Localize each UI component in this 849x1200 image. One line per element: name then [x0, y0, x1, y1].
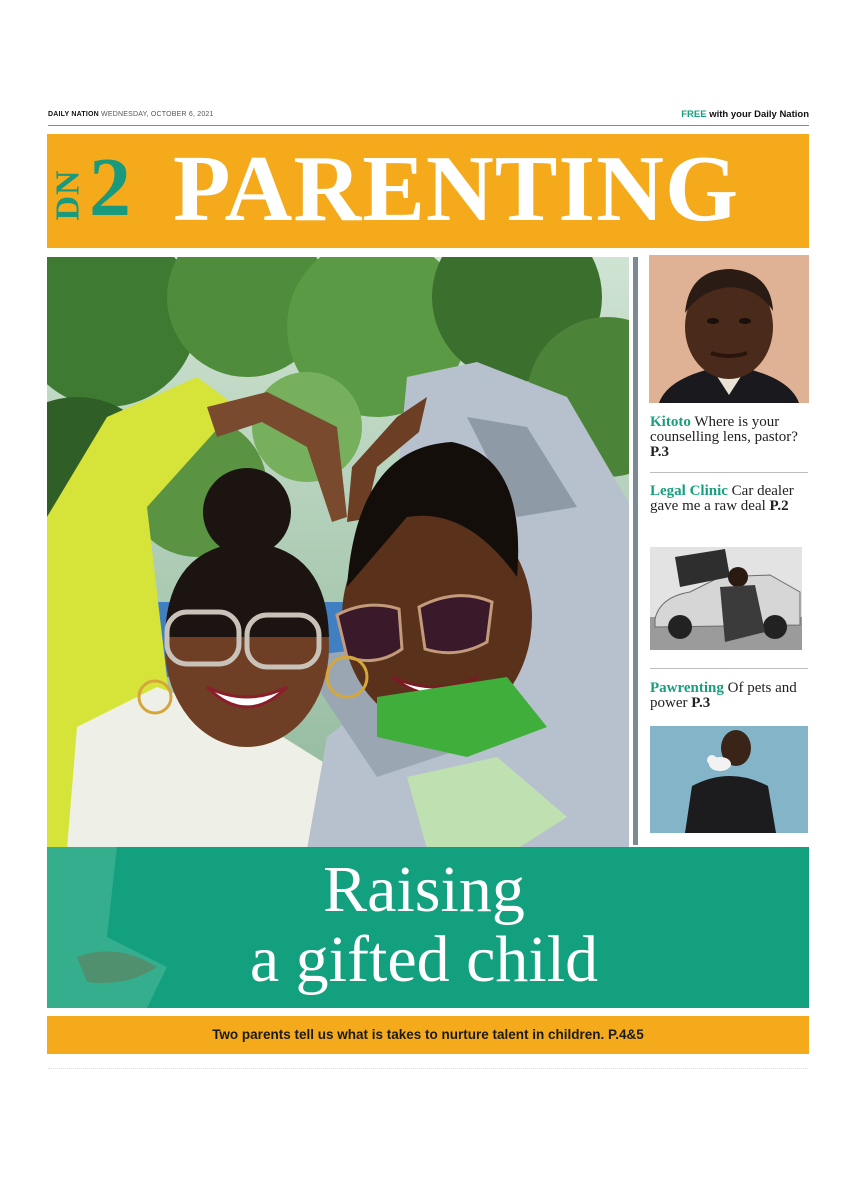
teaser-page: P.3 — [691, 695, 711, 711]
headline-line-2: a gifted child — [249, 923, 599, 996]
cover-photo-illustration — [47, 257, 629, 849]
teaser-text: Car dealer gave me a raw deal — [650, 483, 794, 514]
pets-illustration — [650, 726, 808, 833]
teaser-page: P.3 — [650, 444, 670, 460]
section-title: PARENTING — [173, 137, 740, 241]
teaser-page: P.2 — [769, 498, 789, 514]
standfirst: Two parents tell us what is takes to nurture talent in children. P.4&5 — [47, 1016, 809, 1054]
teaser-kicker: Kitoto — [650, 414, 691, 430]
dn2-logo — [49, 141, 153, 234]
pastor-portrait — [649, 255, 809, 403]
folio — [48, 111, 214, 118]
headline-line-1: Raising — [323, 853, 525, 926]
teaser-kicker: Legal Clinic — [650, 483, 728, 499]
column-divider — [633, 257, 638, 845]
footer-rule — [48, 1068, 808, 1069]
sidebar-divider — [650, 668, 808, 669]
car-dealer-photo — [650, 547, 802, 650]
dn-letters: DN — [49, 169, 87, 221]
masthead — [47, 134, 809, 248]
free-tagline — [681, 109, 809, 120]
free-rest: with your Daily Nation — [709, 109, 809, 120]
cover-headline — [0, 855, 848, 995]
paper-name: DAILY NATION — [48, 111, 99, 118]
pets-photo — [650, 726, 808, 833]
page-header-line — [48, 111, 809, 126]
free-label: FREE — [681, 109, 707, 120]
car-dealer-illustration — [650, 547, 802, 650]
teaser-legal-clinic[interactable] — [650, 484, 810, 514]
teaser-kicker: Pawrenting — [650, 680, 724, 696]
issue-date: WEDNESDAY, OCTOBER 6, 2021 — [101, 111, 214, 118]
sidebar-divider — [650, 472, 808, 473]
dn-number: 2 — [89, 141, 131, 234]
teaser-kitoto[interactable] — [650, 415, 810, 460]
teaser-pawrenting[interactable] — [650, 681, 810, 711]
pastor-portrait-illustration — [649, 255, 809, 403]
teaser-text: Where is your counselling lens, pastor? — [650, 414, 798, 445]
cover-photo — [47, 257, 629, 849]
teaser-text: Of pets and power — [650, 680, 797, 711]
